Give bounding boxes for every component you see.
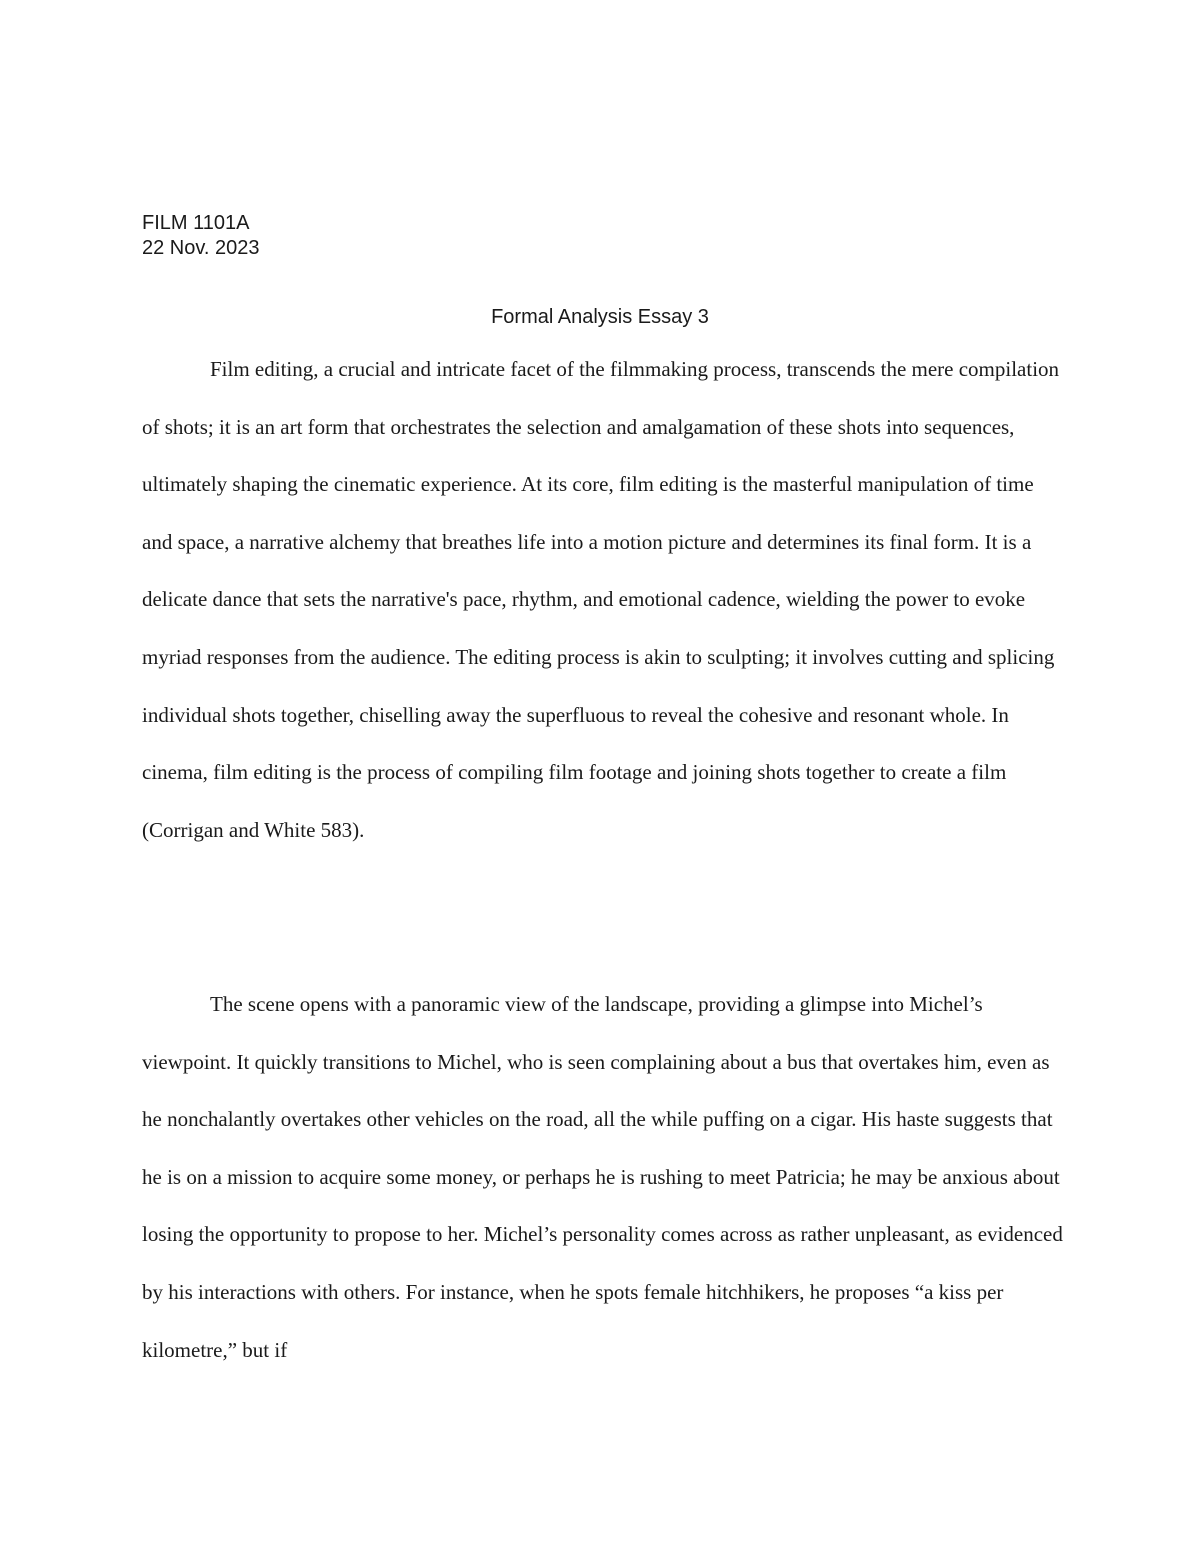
essay-title: Formal Analysis Essay 3	[491, 306, 709, 328]
body-paragraph-2: The scene opens with a panoramic view of the landscape, providing a glimpse into Michel’s viewpoint. It quickly transitions to Michel, who is seen complaining about a bus that overtakes him, even as he nonchalantly overtakes other vehicles on the road, all the while puffing on a cigar. His haste suggests that he is on a mission to acquire some money, or perhaps he is rushing to meet Patricia; he may be anxious about losing the opportunity to propose to her. Michel’s personality comes across as rather unpleasant, as evidenced by his interactions with others. For instance, when he spots female hitchhikers, he proposes “a kiss per kilometre,” but if	[142, 992, 1063, 1362]
body-paragraph-1: Film editing, a crucial and intricate facet of the filmmaking process, transcends the mere compilation of shots; it is an art form that orchestrates the selection and amalgamation of these shots into sequences, ultimately shaping the cinematic experience. At its core, film editing is the masterful manipulation of time and space, a narrative alchemy that breathes life into a motion picture and determines its final form. It is a delicate dance that sets the narrative's pace, rhythm, and emotional cadence, wielding the power to evoke myriad responses from the audience. The editing process is akin to sculpting; it involves cutting and splicing individual shots together, chiselling away the superfluous to reveal the cohesive and resonant whole. In cinema, film editing is the process of compiling film footage and joining shots together to create a film (Corrigan and White 583).	[142, 357, 1060, 842]
submission-date: 22 Nov. 2023	[142, 237, 260, 259]
course-code: FILM 1101A	[142, 212, 250, 234]
